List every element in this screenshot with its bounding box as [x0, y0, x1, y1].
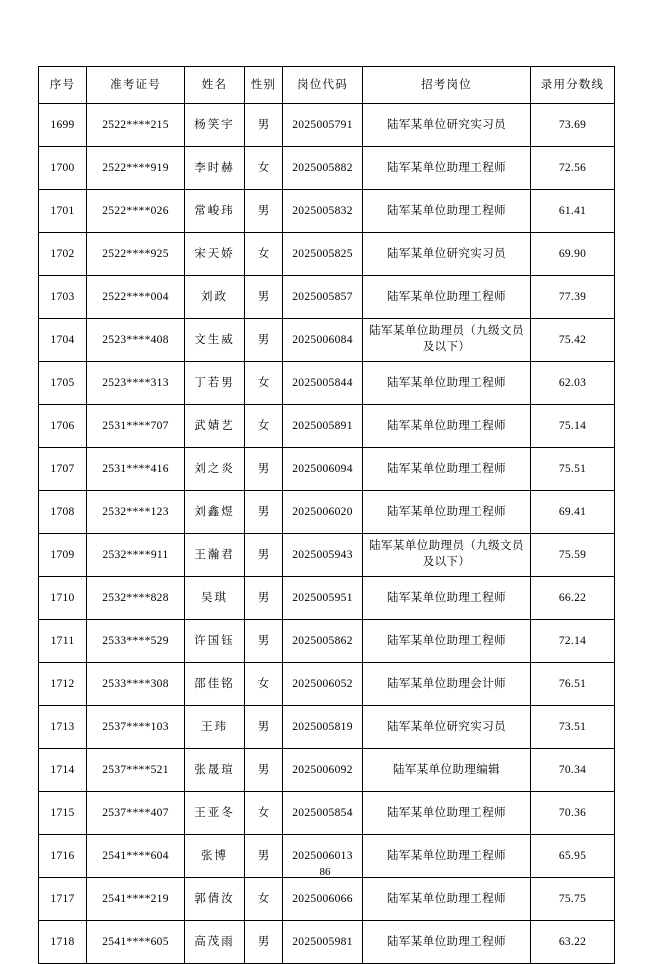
- cell-name: 王瀚君: [185, 534, 245, 577]
- cell-seq: 1718: [39, 921, 87, 964]
- cell-sex: 男: [245, 706, 283, 749]
- cell-card: 2523****408: [87, 319, 185, 362]
- cell-seq: 1705: [39, 362, 87, 405]
- cell-score: 72.56: [531, 147, 615, 190]
- cell-card: 2533****529: [87, 620, 185, 663]
- cell-sex: 男: [245, 319, 283, 362]
- cell-sex: 男: [245, 190, 283, 233]
- table-header-row: [39, 67, 615, 104]
- cell-card: 2522****026: [87, 190, 185, 233]
- cell-sex: 男: [245, 448, 283, 491]
- cell-code: 2025006066: [283, 878, 363, 921]
- cell-name: 高茂雨: [185, 921, 245, 964]
- cell-score: 75.14: [531, 405, 615, 448]
- cell-card: 2541****219: [87, 878, 185, 921]
- cell-score: 75.51: [531, 448, 615, 491]
- cell-post: 陆军某单位助理工程师: [363, 362, 531, 405]
- cell-sex: 女: [245, 663, 283, 706]
- table-row: [39, 319, 615, 362]
- cell-code: 2025005891: [283, 405, 363, 448]
- table-header: [39, 67, 615, 104]
- cell-post: 陆军某单位助理员（九级文员及以下）: [363, 534, 531, 577]
- cell-name: 丁若男: [185, 362, 245, 405]
- cell-seq: 1716: [39, 835, 87, 878]
- cell-name: 刘政: [185, 276, 245, 319]
- table-row: [39, 405, 615, 448]
- cell-code: 2025006092: [283, 749, 363, 792]
- cell-sex: 女: [245, 792, 283, 835]
- cell-card: 2523****313: [87, 362, 185, 405]
- table-row: [39, 749, 615, 792]
- column-header-name: 姓名: [185, 67, 245, 104]
- roster-table-container: [38, 66, 614, 964]
- cell-score: 76.51: [531, 663, 615, 706]
- cell-sex: 女: [245, 405, 283, 448]
- cell-post: 陆军某单位助理编辑: [363, 749, 531, 792]
- cell-name: 常峻玮: [185, 190, 245, 233]
- table-row: [39, 233, 615, 276]
- table-row: [39, 577, 615, 620]
- cell-score: 61.41: [531, 190, 615, 233]
- cell-card: 2541****604: [87, 835, 185, 878]
- cell-score: 70.36: [531, 792, 615, 835]
- cell-code: 2025005825: [283, 233, 363, 276]
- table-row: [39, 147, 615, 190]
- column-header-card: 准考证号: [87, 67, 185, 104]
- cell-card: 2537****521: [87, 749, 185, 792]
- table-row: [39, 663, 615, 706]
- cell-post: 陆军某单位助理工程师: [363, 835, 531, 878]
- cell-seq: 1700: [39, 147, 87, 190]
- cell-seq: 1708: [39, 491, 87, 534]
- cell-name: 郭倩汝: [185, 878, 245, 921]
- cell-seq: 1715: [39, 792, 87, 835]
- table-row: [39, 491, 615, 534]
- cell-card: 2532****123: [87, 491, 185, 534]
- cell-card: 2522****925: [87, 233, 185, 276]
- cell-post: 陆军某单位助理会计师: [363, 663, 531, 706]
- cell-sex: 女: [245, 147, 283, 190]
- cell-code: 2025006052: [283, 663, 363, 706]
- cell-card: 2541****605: [87, 921, 185, 964]
- table-row: [39, 878, 615, 921]
- cell-seq: 1706: [39, 405, 87, 448]
- cell-score: 63.22: [531, 921, 615, 964]
- page-number: 86: [319, 866, 331, 878]
- cell-score: 69.90: [531, 233, 615, 276]
- cell-name: 张晟瑄: [185, 749, 245, 792]
- cell-name: 王亚冬: [185, 792, 245, 835]
- cell-code: 2025006084: [283, 319, 363, 362]
- cell-post: 陆军某单位助理工程师: [363, 921, 531, 964]
- table-row: [39, 921, 615, 964]
- cell-code: 2025006013: [283, 835, 363, 878]
- cell-card: 2531****416: [87, 448, 185, 491]
- cell-name: 张博: [185, 835, 245, 878]
- cell-post: 陆军某单位助理工程师: [363, 190, 531, 233]
- cell-code: 2025005951: [283, 577, 363, 620]
- cell-post: 陆军某单位助理工程师: [363, 448, 531, 491]
- cell-name: 文生威: [185, 319, 245, 362]
- cell-sex: 男: [245, 276, 283, 319]
- cell-score: 65.95: [531, 835, 615, 878]
- cell-post: 陆军某单位助理工程师: [363, 792, 531, 835]
- cell-post: 陆军某单位助理工程师: [363, 577, 531, 620]
- table-row: [39, 190, 615, 233]
- column-header-code: 岗位代码: [283, 67, 363, 104]
- cell-code: 2025005981: [283, 921, 363, 964]
- cell-card: 2522****004: [87, 276, 185, 319]
- cell-card: 2522****215: [87, 104, 185, 147]
- cell-name: 邵佳铭: [185, 663, 245, 706]
- cell-sex: 男: [245, 921, 283, 964]
- cell-sex: 男: [245, 534, 283, 577]
- cell-score: 75.59: [531, 534, 615, 577]
- cell-post: 陆军某单位研究实习员: [363, 233, 531, 276]
- cell-name: 许国钰: [185, 620, 245, 663]
- cell-sex: 女: [245, 878, 283, 921]
- cell-score: 73.51: [531, 706, 615, 749]
- cell-score: 72.14: [531, 620, 615, 663]
- cell-sex: 男: [245, 491, 283, 534]
- cell-seq: 1713: [39, 706, 87, 749]
- cell-seq: 1714: [39, 749, 87, 792]
- cell-post: 陆军某单位助理工程师: [363, 878, 531, 921]
- cell-card: 2537****103: [87, 706, 185, 749]
- cell-seq: 1710: [39, 577, 87, 620]
- cell-code: 2025005832: [283, 190, 363, 233]
- cell-code: 2025005844: [283, 362, 363, 405]
- cell-name: 刘之炎: [185, 448, 245, 491]
- cell-score: 70.34: [531, 749, 615, 792]
- cell-code: 2025005854: [283, 792, 363, 835]
- cell-code: 2025005791: [283, 104, 363, 147]
- cell-seq: 1699: [39, 104, 87, 147]
- table-row: [39, 362, 615, 405]
- cell-name: 杨笑宇: [185, 104, 245, 147]
- cell-post: 陆军某单位助理工程师: [363, 147, 531, 190]
- cell-post: 陆军某单位助理工程师: [363, 620, 531, 663]
- cell-name: 王玮: [185, 706, 245, 749]
- cell-name: 吴琪: [185, 577, 245, 620]
- cell-sex: 男: [245, 577, 283, 620]
- cell-name: 宋天娇: [185, 233, 245, 276]
- column-header-score: 录用分数线: [531, 67, 615, 104]
- column-header-post: 招考岗位: [363, 67, 531, 104]
- cell-score: 75.42: [531, 319, 615, 362]
- cell-post: 陆军某单位助理工程师: [363, 276, 531, 319]
- column-header-seq: 序号: [39, 67, 87, 104]
- cell-code: 2025005862: [283, 620, 363, 663]
- cell-score: 66.22: [531, 577, 615, 620]
- cell-card: 2533****308: [87, 663, 185, 706]
- cell-seq: 1704: [39, 319, 87, 362]
- table-row: [39, 104, 615, 147]
- cell-seq: 1703: [39, 276, 87, 319]
- table-row: [39, 448, 615, 491]
- cell-seq: 1702: [39, 233, 87, 276]
- table-row: [39, 706, 615, 749]
- cell-score: 73.69: [531, 104, 615, 147]
- column-header-sex: 性别: [245, 67, 283, 104]
- roster-table: [38, 66, 615, 964]
- cell-post: 陆军某单位研究实习员: [363, 706, 531, 749]
- cell-card: 2537****407: [87, 792, 185, 835]
- cell-post: 陆军某单位助理员（九级文员及以下）: [363, 319, 531, 362]
- cell-sex: 男: [245, 749, 283, 792]
- cell-card: 2532****828: [87, 577, 185, 620]
- cell-card: 2522****919: [87, 147, 185, 190]
- cell-seq: 1707: [39, 448, 87, 491]
- cell-sex: 女: [245, 233, 283, 276]
- cell-code: 2025006020: [283, 491, 363, 534]
- cell-post: 陆军某单位研究实习员: [363, 104, 531, 147]
- cell-sex: 男: [245, 620, 283, 663]
- cell-name: 武婧艺: [185, 405, 245, 448]
- cell-sex: 男: [245, 835, 283, 878]
- cell-name: 李时赫: [185, 147, 245, 190]
- cell-code: 2025005882: [283, 147, 363, 190]
- cell-seq: 1701: [39, 190, 87, 233]
- cell-seq: 1717: [39, 878, 87, 921]
- cell-name: 刘鑫煜: [185, 491, 245, 534]
- table-row: [39, 276, 615, 319]
- cell-score: 77.39: [531, 276, 615, 319]
- table-body: [39, 104, 615, 964]
- cell-code: 2025006094: [283, 448, 363, 491]
- cell-seq: 1711: [39, 620, 87, 663]
- cell-seq: 1709: [39, 534, 87, 577]
- cell-code: 2025005943: [283, 534, 363, 577]
- cell-score: 69.41: [531, 491, 615, 534]
- cell-score: 62.03: [531, 362, 615, 405]
- table-row: [39, 620, 615, 663]
- cell-post: 陆军某单位助理工程师: [363, 405, 531, 448]
- cell-score: 75.75: [531, 878, 615, 921]
- table-row: [39, 534, 615, 577]
- cell-sex: 男: [245, 104, 283, 147]
- cell-code: 2025005819: [283, 706, 363, 749]
- cell-sex: 女: [245, 362, 283, 405]
- cell-seq: 1712: [39, 663, 87, 706]
- cell-card: 2531****707: [87, 405, 185, 448]
- table-row: [39, 792, 615, 835]
- cell-post: 陆军某单位助理工程师: [363, 491, 531, 534]
- cell-card: 2532****911: [87, 534, 185, 577]
- cell-code: 2025005857: [283, 276, 363, 319]
